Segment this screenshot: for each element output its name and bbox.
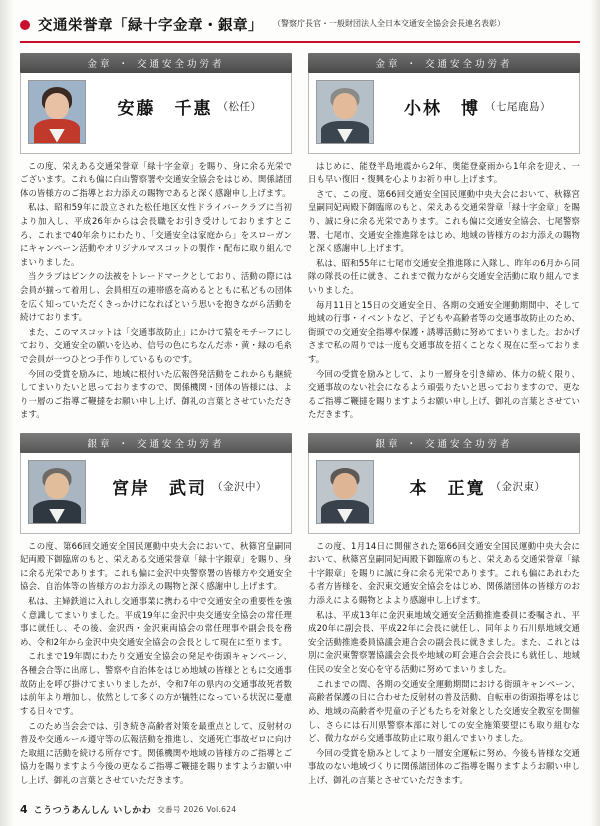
- award-body-text: [20, 160, 292, 424]
- paragraph: 私は、平成13年に金沢東地域交通安全活動推進委員に委嘱され、平成20年に副会長、平成22年に会長に就任し、同年より石川県地域交通安全活動推進委員協議会連合会の副会長に就きました。また、これとは別に金沢東警察署協議会会長や地域の町会連合会会長にも就任し、地域住民の安全と安心を守る活動に努めてまいりました。: [308, 609, 580, 675]
- award-body-text: [308, 160, 580, 424]
- person-name: 安藤 千惠: [117, 98, 213, 119]
- award-grid: [20, 53, 580, 789]
- paragraph: この度、第66回交通安全国民運動中央大会において、秋篠宮皇嗣同妃両殿下御臨席のもと、栄えある交通栄誉章「緑十字銀章」を賜り、身に余る光栄であります。これも偏に金沢中央警察署の皆様方や交通安全協会、自治体等の皆様方のお力添えの賜物と深く感謝申し上げます。: [20, 540, 292, 592]
- avatar: [316, 460, 374, 524]
- award-block: [20, 53, 292, 423]
- page-title-note: （警察庁長官・一般財団法人全日本交通安全協会会長連名表彰）: [273, 19, 505, 28]
- paragraph: 私は、主婦鉄道に入れし交通事業に携わる中で交通安全の重要性を強く意識してまいりました。平成19年に金沢中央交通安全協会の常任理事に就任し、その後、金沢西・金沢東両協会の常任理事や副会長を務め、令和2年から金沢中央交通安全協会の会長として現在に至ります。: [20, 596, 292, 647]
- person-name: 小林 博: [404, 98, 480, 119]
- paragraph: 今回の受賞を励みに、地域に根付いた広報啓発活動をこれからも継続してまいりたいと思っておりますので、関係機関・団体の皆様には、より一層のご指導ご鞭撻をお願い申し上げ、御礼の言葉とさせていただきます。: [20, 368, 292, 420]
- person-affiliation: （金沢東）: [490, 480, 546, 493]
- award-name-row: [20, 453, 292, 534]
- publication-logo: こうつうあんしん いしかわ: [33, 806, 152, 816]
- award-body-text: [20, 540, 292, 789]
- paragraph: このため当会会では、引き続き高齢者対策を最重点として、反射材の普及や交通ルール遵守等の広報活動を推進し、交通死亡事故ゼロに向けた取組に活動を続ける所存です。関係機関や地域の皆様方のご指導とご協力を賜りますよう今後の更なるご指導ご鞭撻を賜りますようお願い申し上げ、御礼の言葉とさせていただきます。: [20, 720, 292, 785]
- paragraph: この度、栄えある交通栄誉章「緑十字金章」を賜り、身に余る光栄でございます。これも偏に白山警察署や交通安全協会をはじめ、関係諸団体の皆様方のご指導とお力添えの賜物であると深く感謝申し上げます。: [20, 160, 292, 198]
- paragraph: 当クラブはピンクの法被をトレードマークとしており、活動の際には会員が揃って着用し、会員相互の連帯感を高めるとともに私どもの団体を広く知っていただくきっかけになればという思いを抱きながら活動を続けております。: [20, 271, 292, 323]
- paragraph: 毎月11日と15日の交通安全日、各期の交通安全運動期間中、そして地域の行事・イベントなど、子どもや高齢者等の交通事故防止のため、街頭での交通安全指導や保護・誘導活動に努めてまいりました。おかげさまで私の周りでは一度も交通事故を招くことなく現在に至っております。: [308, 299, 580, 365]
- paragraph: 今回の受賞を励みとしてより一層安全運転に努め、今後も皆様な交通事故のない地域づくりに関係諸団体のご指導を賜りますようお願い申し上げ、御礼の言葉とさせていただきます。: [308, 747, 580, 785]
- award-band: 金章 ・ 交通安全功労者: [308, 53, 580, 73]
- paragraph: 今回の受賞を励みとして、より一層身を引き締め、体力の続く限り、交通事故のない社会になるよう頑張りたいと思っておりますので、更なるご指導ご鞭撻を賜りますようお願い申し上げ、御礼の言葉とさせていただきます。: [308, 368, 580, 420]
- avatar: [28, 460, 86, 524]
- award-name-wrap: [382, 80, 573, 119]
- page-footer: [20, 803, 580, 816]
- page-title: 交通栄誉章「緑十字金章・銀章」: [38, 18, 263, 34]
- person-affiliation: （七尾鹿島）: [485, 100, 551, 113]
- issue-info: 交番号 2026 Vol.624: [157, 805, 237, 814]
- award-block: [20, 433, 292, 788]
- award-name-wrap: [382, 460, 573, 499]
- award-block: [308, 53, 580, 423]
- paragraph: この度、1月14日に開催された第66回交通安全国民運動中央大会において、秋篠宮皇嗣同妃両殿下御臨席のもと、栄えある交通栄誉章「緑十字銀章」を賜りに誠に身に余る光栄であります。これも偏にあれわたる者方皆様を、金沢東交通安全協会をはじめ、関係諸団体の皆様方のお力添えによる賜物とよより感謝申し上げます。: [308, 540, 580, 606]
- paragraph: さて、この度、第66回交通安全国民運動中央大会において、秋篠宮皇嗣同妃両殿下御臨席のもと、栄えある交通栄誉章「緑十字金章」を賜り、誠に身に余る光栄であります。これも偏に交通安全協会、七尾警察署、七尾市、交通安全推進隊をはじめ、地域の皆様方のお力添えの賜物と深く感謝申し上げます。: [308, 188, 580, 254]
- award-name-row: [20, 73, 292, 154]
- page-header: [20, 14, 580, 43]
- paragraph: また、このマスコットは「交通事故防止」にかけて猿をモチーフにしており、交通安全の願いを込め、信号の色にちなんだ赤・黄・緑の毛糸で会員が一つひとつ手作りしているものです。: [20, 326, 292, 365]
- avatar: [316, 80, 374, 144]
- avatar: [28, 80, 86, 144]
- paragraph: 私は、昭和59年に設立された松任地区女性ドライバークラブに当初より加入し、平成26年からは会長職をお引き受けしておりますところ、これまで40年余りにわたり、「交通安全は家庭から」をスローガンにキャンペーン活動やオリジナルマスコットの製作・配布に取り組んでまいりました。: [20, 202, 292, 267]
- paragraph: はじめに、能登半島地震から2年、奥能登豪雨から1年余を迎え、一日も早い復旧・復興を心よりお祈り申し上げます。: [308, 160, 580, 185]
- person-affiliation: （金沢中）: [212, 480, 267, 493]
- award-name-row: [308, 453, 580, 534]
- award-body-text: [308, 540, 580, 789]
- page-number: 4: [20, 803, 28, 816]
- person-name: 本 正寛: [409, 478, 486, 499]
- paragraph: 私は、昭和55年に七尾市交通安全推進隊に入隊し、昨年の6月から同隊の隊長の任に就き、これまで微力ながら交通安全活動に取り組んでまいりました。: [308, 257, 580, 295]
- page-content: [20, 14, 580, 785]
- person-name: 宮岸 武司: [112, 478, 207, 499]
- award-name-row: [308, 73, 580, 154]
- award-band: 金章 ・ 交通安全功労者: [20, 53, 292, 73]
- paragraph: これまでの間、各期の交通安全運動期間における街頭キャンペーン、高齢者保護の日に合わせた反射材の普及活動、自転車の街頭指導をはじめ、地域の高齢者や児童の子どもたちを対象とした交通安全教室を開催し、さらには石川県警察本部に対しての安全施策要望にも取り組むなど、微力ながら交通事故防止に取り組んでまいりました。: [308, 678, 580, 744]
- person-affiliation: （松任）: [217, 100, 262, 113]
- award-block: [308, 433, 580, 788]
- award-band: 銀章 ・ 交通安全功労者: [308, 433, 580, 453]
- award-name-wrap: [94, 460, 285, 499]
- award-band: 銀章 ・ 交通安全功労者: [20, 433, 292, 453]
- paragraph: これまで19年間にわたり交通安全協会の発足や街頭キャンペーン、各種会合等に出席し、警察や自治体をはじめ地域の皆様とともに交通事故防止を呼び掛けてまいりましたが、令和7年の県内の交通事故死者数は前年より増加し、依然として多くの方が犠牲になっている状況に憂慮する日々です。: [20, 651, 292, 716]
- award-name-wrap: [94, 80, 285, 119]
- bullet-dot-icon: [20, 20, 30, 30]
